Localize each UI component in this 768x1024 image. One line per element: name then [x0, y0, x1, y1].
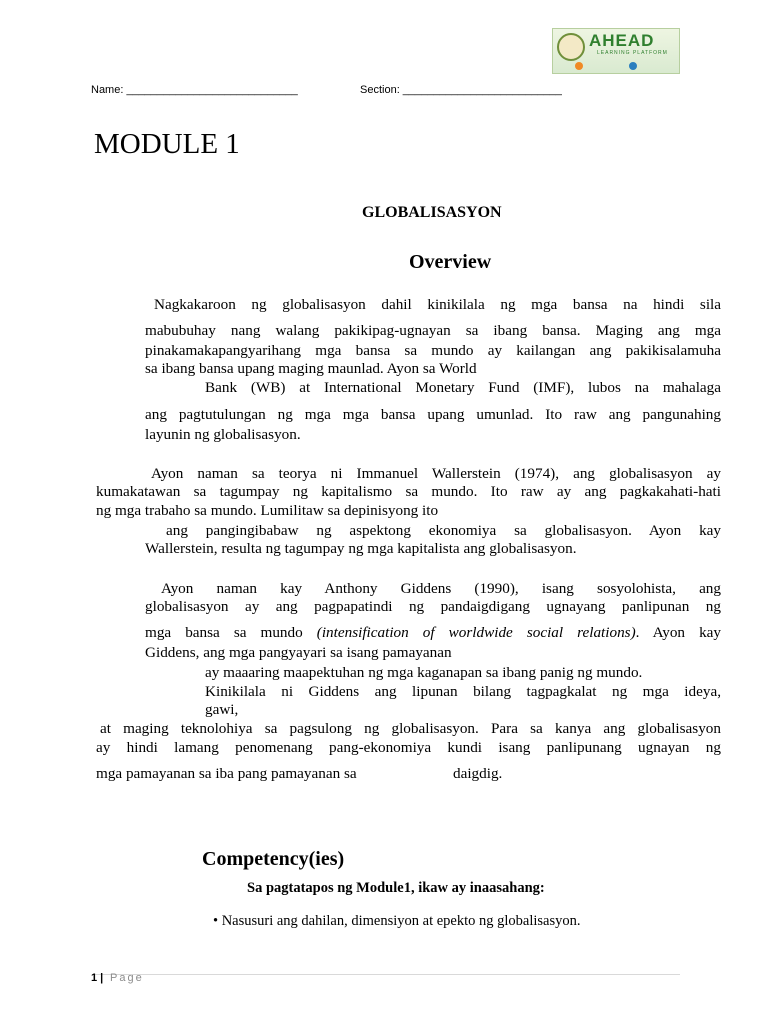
p3-line-9: ay hindi lamang penomenang pang-ekonomiya kundi isang panlipunang ugnayan ng — [96, 739, 721, 756]
p3-line-5: ay maaaring maapektuhan ng mga kaganapan sa ibang panig ng mundo. — [205, 664, 643, 681]
ahead-logo — [552, 28, 680, 74]
p3-line-3a: mga bansa sa mundo — [145, 624, 303, 641]
p3-line-1: Ayon naman kay Anthony Giddens (1990), isang sosyolohista, ang — [161, 580, 721, 597]
p1-line-4: sa ibang bansa upang maging maunlad. Ayon sa World — [145, 360, 477, 377]
p1-line-7: layunin ng globalisasyon. — [145, 426, 301, 443]
p3-line-10b: daigdig. — [453, 765, 503, 782]
page-number: 1 | — [91, 972, 104, 984]
competency-heading: Competency(ies) — [202, 848, 345, 870]
competency-bullet: • Nasusuri ang dahilan, dimensiyon at epekto ng globalisasyon. — [213, 913, 581, 929]
name-field: Name: ____________________________ — [91, 84, 298, 96]
p2-line-2: kumakatawan sa tagumpay ng kapitalismo sa mundo. Ito raw ay ang pagkakahati-hati — [96, 483, 721, 500]
p1-line-1: Nagkakaroon ng globalisasyon dahil kinikilala ng mga bansa na hindi sila — [154, 296, 721, 313]
p2-line-4: ang pangingibabaw ng aspektong ekonomiya sa globalisasyon. Ayon kay — [166, 522, 721, 539]
module-title: MODULE 1 — [94, 128, 240, 160]
p3-line-8: at maging teknolohiya sa pagsulong ng globalisasyon. Para sa kanya ang globalisasyon — [100, 720, 721, 737]
topic-title: GLOBALISASYON — [362, 204, 502, 221]
logo-brand: AHEAD — [589, 31, 655, 50]
overview-heading: Overview — [409, 251, 492, 273]
footer-divider — [92, 974, 680, 975]
partner-logo-icon — [575, 62, 583, 70]
p1-line-2: mabubuhay nang walang pakikipag-ugnayan sa ibang bansa. Maging ang mga — [145, 322, 721, 339]
p3-line-7: gawi, — [205, 701, 239, 718]
p1-line-3: pinakamakapangyarihang mga bansa sa mundo ay kailangan ang pakikisalamuha — [145, 342, 721, 359]
p1-line-5: Bank (WB) at International Monetary Fund (IMF), lubos na mahalaga — [205, 379, 721, 396]
p3-line-4: Giddens, ang mga pangyayari sa isang pamayanan — [145, 644, 452, 661]
seal-icon — [557, 33, 585, 61]
p3-line-3-italic: (intensification of worldwide social relations) — [316, 624, 636, 641]
p2-line-5: Wallerstein, resulta ng tagumpay ng mga kapitalista ang globalisasyon. — [145, 540, 577, 557]
p3-line-2: globalisasyon ay ang pagpapatindi ng pandaigdigang ugnayang panlipunan ng — [145, 598, 721, 615]
logo-subtitle: LEARNING PLATFORM — [597, 50, 668, 56]
p3-line-10a: mga pamayanan sa iba pang pamayanan sa — [96, 765, 357, 782]
expectation-text: Sa pagtatapos ng Module1, ikaw ay inaasahang: — [247, 880, 545, 896]
p2-line-1: Ayon naman sa teorya ni Immanuel Wallerstein (1974), ang globalisasyon ay — [151, 465, 721, 482]
p1-line-6: ang pagtutulungan ng mga mga bansa upang umunlad. Ito raw ang pangunahing — [145, 406, 721, 423]
partner-logo-icon — [629, 62, 637, 70]
p3-line-3 — [145, 624, 721, 642]
p3-line-3c: . Ayon kay — [635, 624, 721, 641]
section-field: Section: __________________________ — [360, 84, 562, 96]
p2-line-3: ng mga trabaho sa mundo. Lumilitaw sa depinisyong ito — [96, 502, 439, 519]
page-label: Page — [110, 972, 144, 984]
p3-line-6: Kinikilala ni Giddens ang lipunan bilang tagpagkalat ng mga ideya, — [205, 683, 721, 700]
